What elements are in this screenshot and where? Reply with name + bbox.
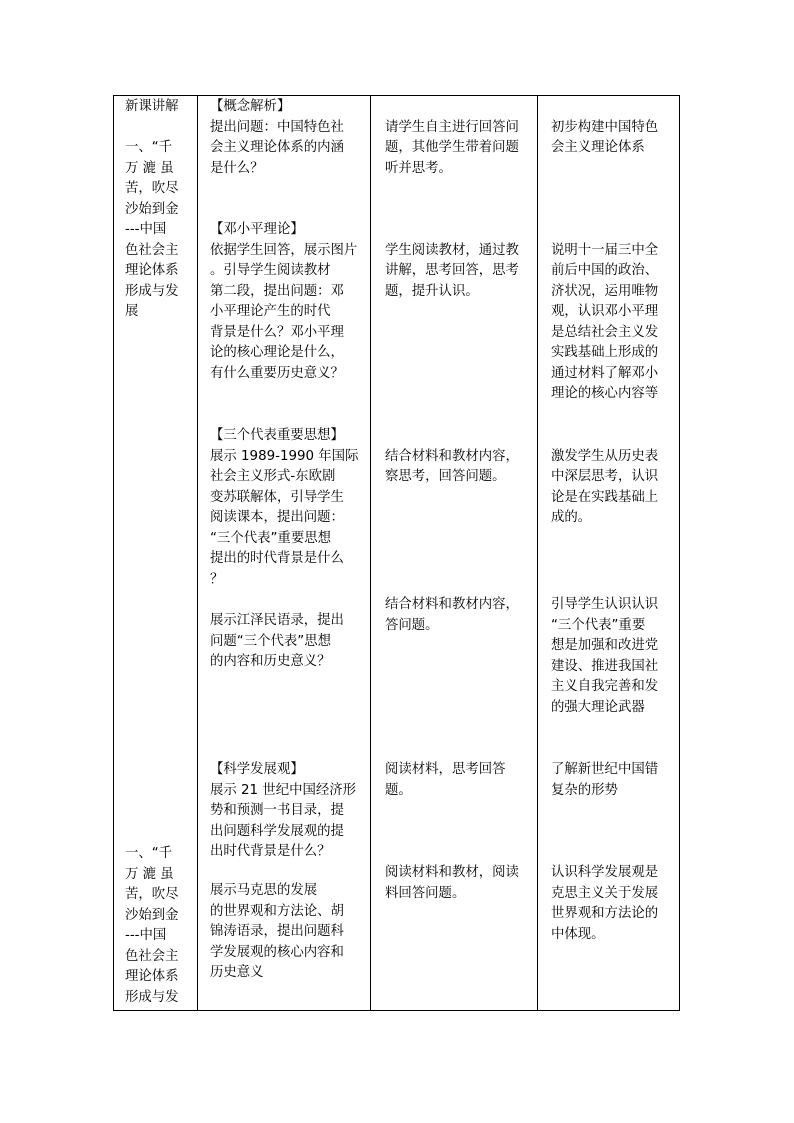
design-intent-three-represents: 激发学生从历史表 中深层思考，认识 论是在实践基础上 成的。 [551, 448, 659, 525]
teacher-activity-three-represents: 【三个代表重要思想】 展示 1989-1990 年国际 社会主义形式-东欧剧 变苏联解体，引导学生 阅读课本，提出问题： “三个代表”重要思想 提出的时代背景是什么 ？ [210, 428, 359, 587]
teacher-activity-scientific: 【科学发展观】 展示 21 世纪中国经济形 势和预测一书目录，提 出问题科学发展观的提 出时代背景是什么？ [210, 762, 357, 859]
design-intent-deng: 说明十一届三中全 前后中国的政治、 济状况，运用唯物 观，认识邓小平理 是总结社会主义发 实践基础上形成的 通过材料了解邓小 理论的核心内容等 [551, 242, 659, 401]
student-activity-deng: 学生阅读教材，通过教 讲解，思考回答，思考 题，提升认识。 [385, 242, 519, 299]
design-intent-concept: 初步构建中国特色 会主义理论体系 [551, 119, 659, 155]
section-title-top: 新课讲解 一、“千 万 漉 虽 苦，吹尽 沙始到金 ---中国 色社会主 理论体系 形成与发 展 [125, 99, 179, 319]
student-activity-three-represents: 结合材料和教材内容， 察思考，回答问题。 [385, 448, 519, 484]
design-intent-marx: 认识科学发展观是 克思主义关于发展 世界观和方法论的 中体现。 [551, 865, 659, 942]
teacher-activity-marx: 展示马克思的发展 的世界观和方法论、胡 锦涛语录，提出问题科 学发展观的核心内容和 历史意义 [210, 883, 344, 980]
table-border-right [679, 95, 680, 1011]
section-title-bottom: 一、“千 万 漉 虽 苦，吹尽 沙始到金 ---中国 色社会主 理论体系 形成与发 [125, 846, 179, 1005]
student-activity-jiang: 结合材料和教材内容， 答问题。 [385, 597, 519, 633]
lesson-plan-table [113, 95, 680, 1011]
table-border-top [113, 95, 680, 96]
teacher-activity-deng: 【邓小平理论】 依据学生回答，展示图片 。引导学生阅读教材 第二段，提出问题：邓 小平理论产生的时代 背景是什么？邓小平理 论的核心理论是什么， 有什么重要历史意义？ [210, 222, 358, 381]
teacher-activity-concept: 【概念解析】 提出问题：中国特色社 会主义理论体系的内涵 是什么？ [210, 99, 344, 176]
table-border-left [113, 95, 114, 1011]
table-border-bottom [113, 1010, 680, 1011]
design-intent-jiang: 引导学生认识认识 “三个代表”重要 想是加强和改进党 建设、推进我国社 主义自我完善和发 的强大理论武器 [551, 597, 659, 715]
column-divider-1 [197, 95, 198, 1011]
design-intent-scientific: 了解新世纪中国错 复杂的形势 [551, 762, 659, 798]
column-divider-3 [537, 95, 538, 1011]
column-divider-2 [370, 95, 371, 1011]
student-activity-scientific: 阅读材料，思考回答 题。 [385, 762, 506, 798]
student-activity-marx: 阅读材料和教材，阅读 料回答问题。 [385, 865, 519, 901]
student-activity-concept: 请学生自主进行回答问 题，其他学生带着问题 听并思考。 [385, 119, 519, 176]
teacher-activity-jiang: 展示江泽民语录，提出 问题“三个代表”思想 的内容和历史意义？ [210, 613, 344, 669]
